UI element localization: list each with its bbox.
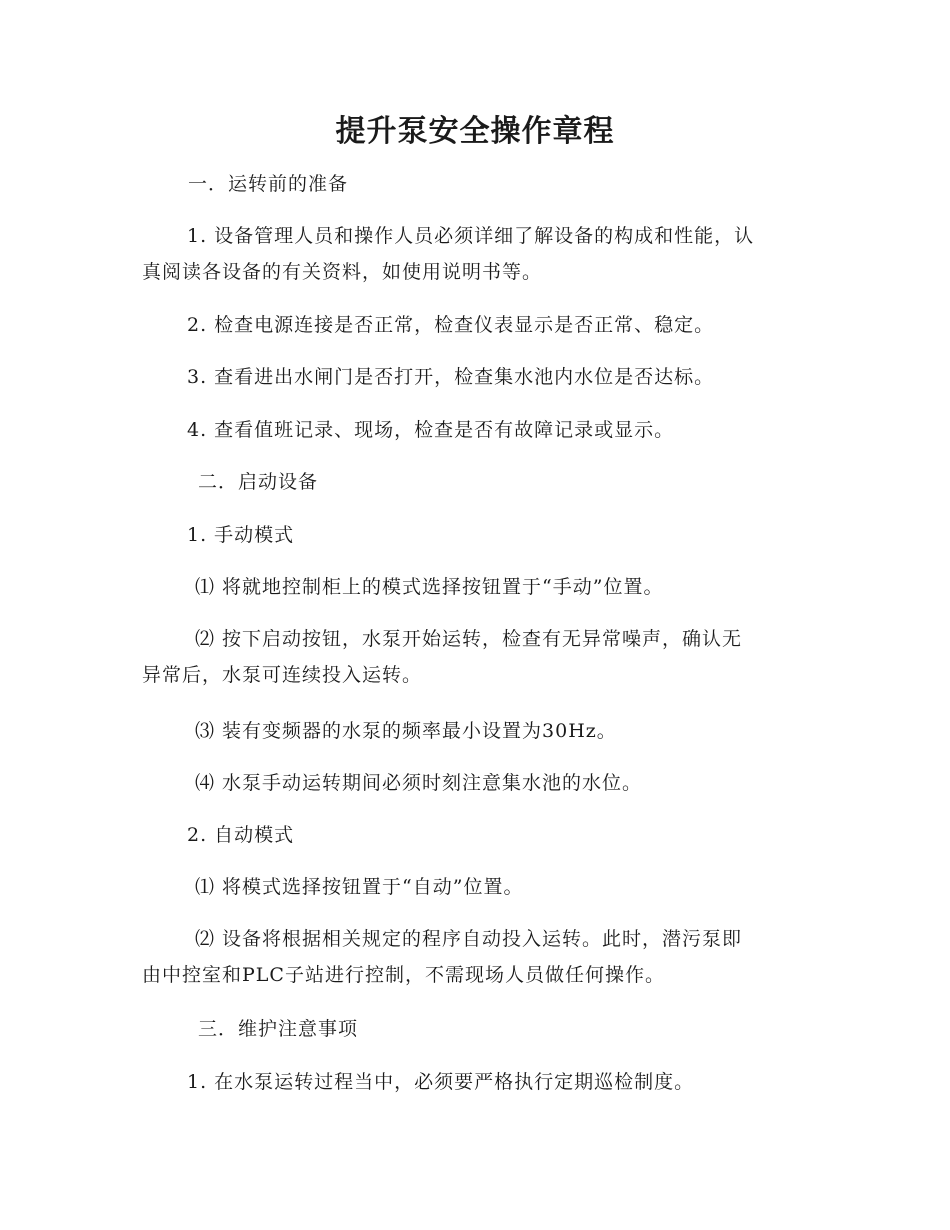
list-item-auto-1: ⑴ 将模式选择按钮置于“自动”位置。 bbox=[195, 876, 524, 898]
section-heading-startup: 二．启动设备 bbox=[198, 471, 319, 493]
document-title: 提升泵安全操作章程 bbox=[335, 114, 615, 149]
list-item-auto-2 bbox=[142, 921, 742, 993]
paragraph-line: 异常后，水泵可连续投入运转。 bbox=[142, 664, 423, 686]
paragraph-maintenance-1: 1. 在水泵运转过程当中，必须要严格执行定期巡检制度。 bbox=[187, 1071, 695, 1093]
list-item-manual-3: ⑶ 装有变频器的水泵的频率最小设置为30Hz。 bbox=[195, 720, 617, 742]
paragraph-item-1 bbox=[142, 218, 754, 290]
paragraph-item-3: 3. 查看进出水闸门是否打开，检查集水池内水位是否达标。 bbox=[187, 366, 715, 388]
list-item-manual-1: ⑴ 将就地控制柜上的模式选择按钮置于“手动”位置。 bbox=[195, 576, 664, 598]
section-heading-preparation: 一．运转前的准备 bbox=[188, 173, 349, 195]
list-item-manual-2 bbox=[142, 621, 742, 693]
section-heading-maintenance: 三．维护注意事项 bbox=[198, 1018, 359, 1040]
list-item-manual-4: ⑷ 水泵手动运转期间必须时刻注意集水池的水位。 bbox=[195, 772, 643, 794]
subheading-manual-mode: 1. 手动模式 bbox=[187, 524, 295, 546]
subheading-auto-mode: 2. 自动模式 bbox=[187, 824, 295, 846]
paragraph-line: ⑵ 设备将根据相关规定的程序自动投入运转。此时，潜污泵即 bbox=[195, 928, 743, 950]
paragraph-line: 真阅读各设备的有关资料，如使用说明书等。 bbox=[142, 261, 543, 283]
paragraph-line: ⑵ 按下启动按钮，水泵开始运转，检查有无异常噪声，确认无 bbox=[195, 628, 743, 650]
paragraph-line: 由中控室和PLC子站进行控制，不需现场人员做任何操作。 bbox=[142, 964, 665, 986]
paragraph-item-4: 4. 查看值班记录、现场，检查是否有故障记录或显示。 bbox=[187, 419, 675, 441]
paragraph-item-2: 2. 检查电源连接是否正常，检查仪表显示是否正常、稳定。 bbox=[187, 314, 715, 336]
paragraph-line: 1. 设备管理人员和操作人员必须详细了解设备的构成和性能，认 bbox=[187, 225, 755, 247]
